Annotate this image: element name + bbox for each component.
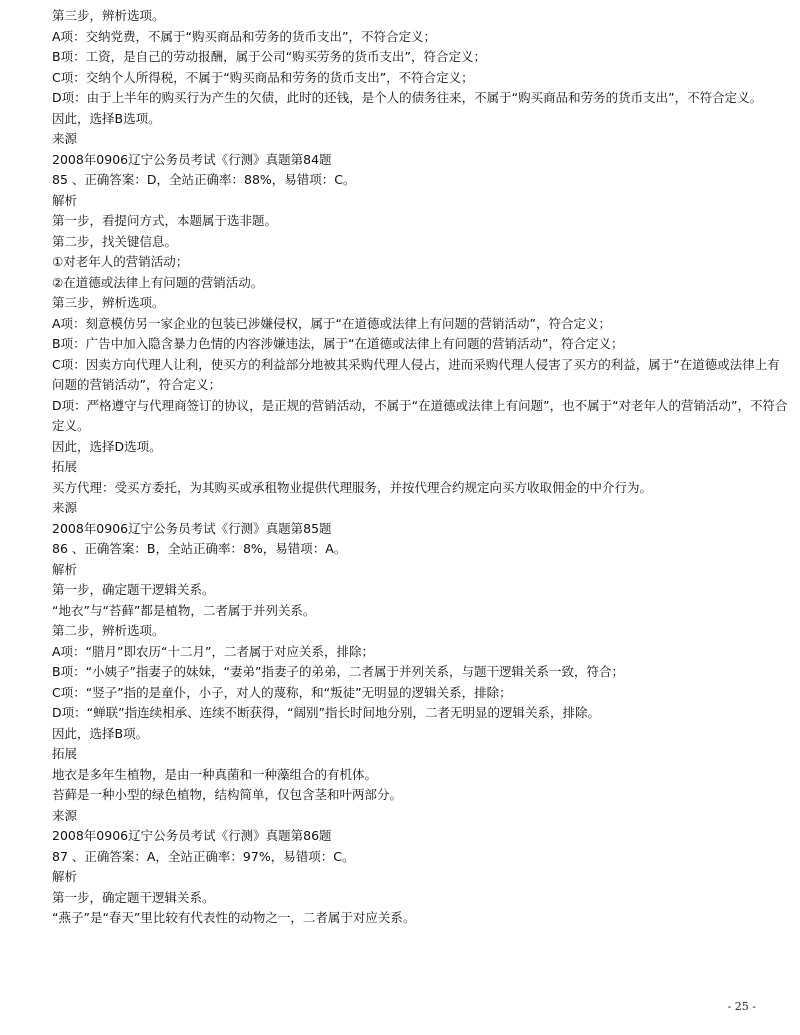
text-line: 因此，选择B选项。 <box>52 110 161 126</box>
text-line: 苔藓是一种小型的绿色植物，结构简单，仅包含茎和叶两部分。 <box>52 787 403 802</box>
section-label: 来源 <box>52 807 78 823</box>
text-line: B项：“小姨子”指妻子的妹妹，“妻弟”指妻子的弟弟，二者属于并列关系，与题干逻辑关系一致，符合； <box>52 664 624 679</box>
text-line: “地衣”与“苔藓”都是植物，二者属于并列关系。 <box>52 602 316 618</box>
text-line: A项：“腊月”即农历“十二月”，二者属于对应关系，排除； <box>52 643 374 659</box>
answer-line: 87 、正确答案：A，全站正确率：97%，易错项：C。 <box>52 848 355 864</box>
text-paragraph: D项：严格遵守与代理商签订的协议，是正规的营销活动，不属于“在道德或法律上有问题”，也不属于“对老年人的营销活动”，不符合定义。 <box>52 397 788 433</box>
section-label: 来源 <box>52 131 78 146</box>
text-line: A项：交纳党费，不属于“购买商品和劳务的货币支出”，不符合定义； <box>52 28 437 44</box>
text-line: C项：交纳个人所得税，不属于“购买商品和劳务的货币支出”，不符合定义； <box>52 69 474 85</box>
section-label: 解析 <box>52 561 78 577</box>
text-line: 买方代理：受买方委托，为其购买或承租物业提供代理服务，并按代理合约规定向买方收取佣金的中介行为。 <box>52 479 653 495</box>
text-line: ②在道德或法律上有问题的营销活动。 <box>52 274 264 290</box>
text-paragraph: C项：因卖方向代理人让利，使买方的利益部分地被其采购代理人侵占，进而采购代理人侵害了买方的利益，属于“在道德或法律上有问题的营销活动”，符合定义； <box>52 356 780 392</box>
text-line: 第三步，辨析选项。 <box>52 295 165 310</box>
section-label: 解析 <box>52 192 78 208</box>
answer-line: 85 、正确答案：D，全站正确率：88%，易错项：C。 <box>52 172 356 187</box>
source-line: 2008年0906辽宁公务员考试《行测》真题第84题 <box>52 151 332 167</box>
source-line: 2008年0906辽宁公务员考试《行测》真题第85题 <box>52 520 332 536</box>
document-body <box>52 6 790 929</box>
text-paragraph: D项：由于上半年的购买行为产生的欠债，此时的还钱，是个人的债务往来，不属于“购买商品和劳务的货币支出”，不符合定义。 <box>52 90 763 105</box>
text-line: 第一步，确定题干逻辑关系。 <box>52 582 215 597</box>
text-line: 第一步，确定题干逻辑关系。 <box>52 889 215 905</box>
text-line: 地衣是多年生植物，是由一种真菌和一种藻组合的有机体。 <box>52 766 378 782</box>
text-line: A项：刻意模仿另一家企业的包装已涉嫌侵权，属于“在道德或法律上有问题的营销活动”，符合定义； <box>52 315 612 331</box>
text-line: ①对老年人的营销活动； <box>52 254 189 269</box>
text-line: D项：“蝉联”指连续相承、连续不断获得，“阔别”指长时间地分别，二者无明显的逻辑关系，排除。 <box>52 705 601 720</box>
source-line: 2008年0906辽宁公务员考试《行测》真题第86题 <box>52 828 332 843</box>
text-line: 因此，选择D选项。 <box>52 438 162 454</box>
text-line: 第二步，找关键信息。 <box>52 233 178 249</box>
text-line: 第三步，辨析选项。 <box>52 8 165 23</box>
section-label: 解析 <box>52 869 78 884</box>
text-line: 因此，选择B项。 <box>52 725 149 741</box>
text-line: “燕子”是“春天”里比较有代表性的动物之一，二者属于对应关系。 <box>52 910 416 925</box>
text-line: B项：广告中加入隐含暴力色情的内容涉嫌违法，属于“在道德或法律上有问题的营销活动”，符合定义； <box>52 336 624 351</box>
section-label: 拓展 <box>52 459 78 474</box>
text-line: 第一步，看提问方式，本题属于选非题。 <box>52 213 278 228</box>
section-label: 拓展 <box>52 746 78 761</box>
text-line: B项：工资，是自己的劳动报酬，属于公司“购买劳务的货币支出”，符合定义； <box>52 49 487 64</box>
text-line: C项：“竖子”指的是童仆，小子，对人的蔑称，和“叛徒”无明显的逻辑关系，排除； <box>52 684 512 700</box>
page-number: - 25 - <box>727 1000 756 1013</box>
text-line: 第二步，辨析选项。 <box>52 623 165 638</box>
answer-line: 86 、正确答案：B，全站正确率：8%，易错项：A。 <box>52 541 347 556</box>
section-label: 来源 <box>52 500 78 515</box>
